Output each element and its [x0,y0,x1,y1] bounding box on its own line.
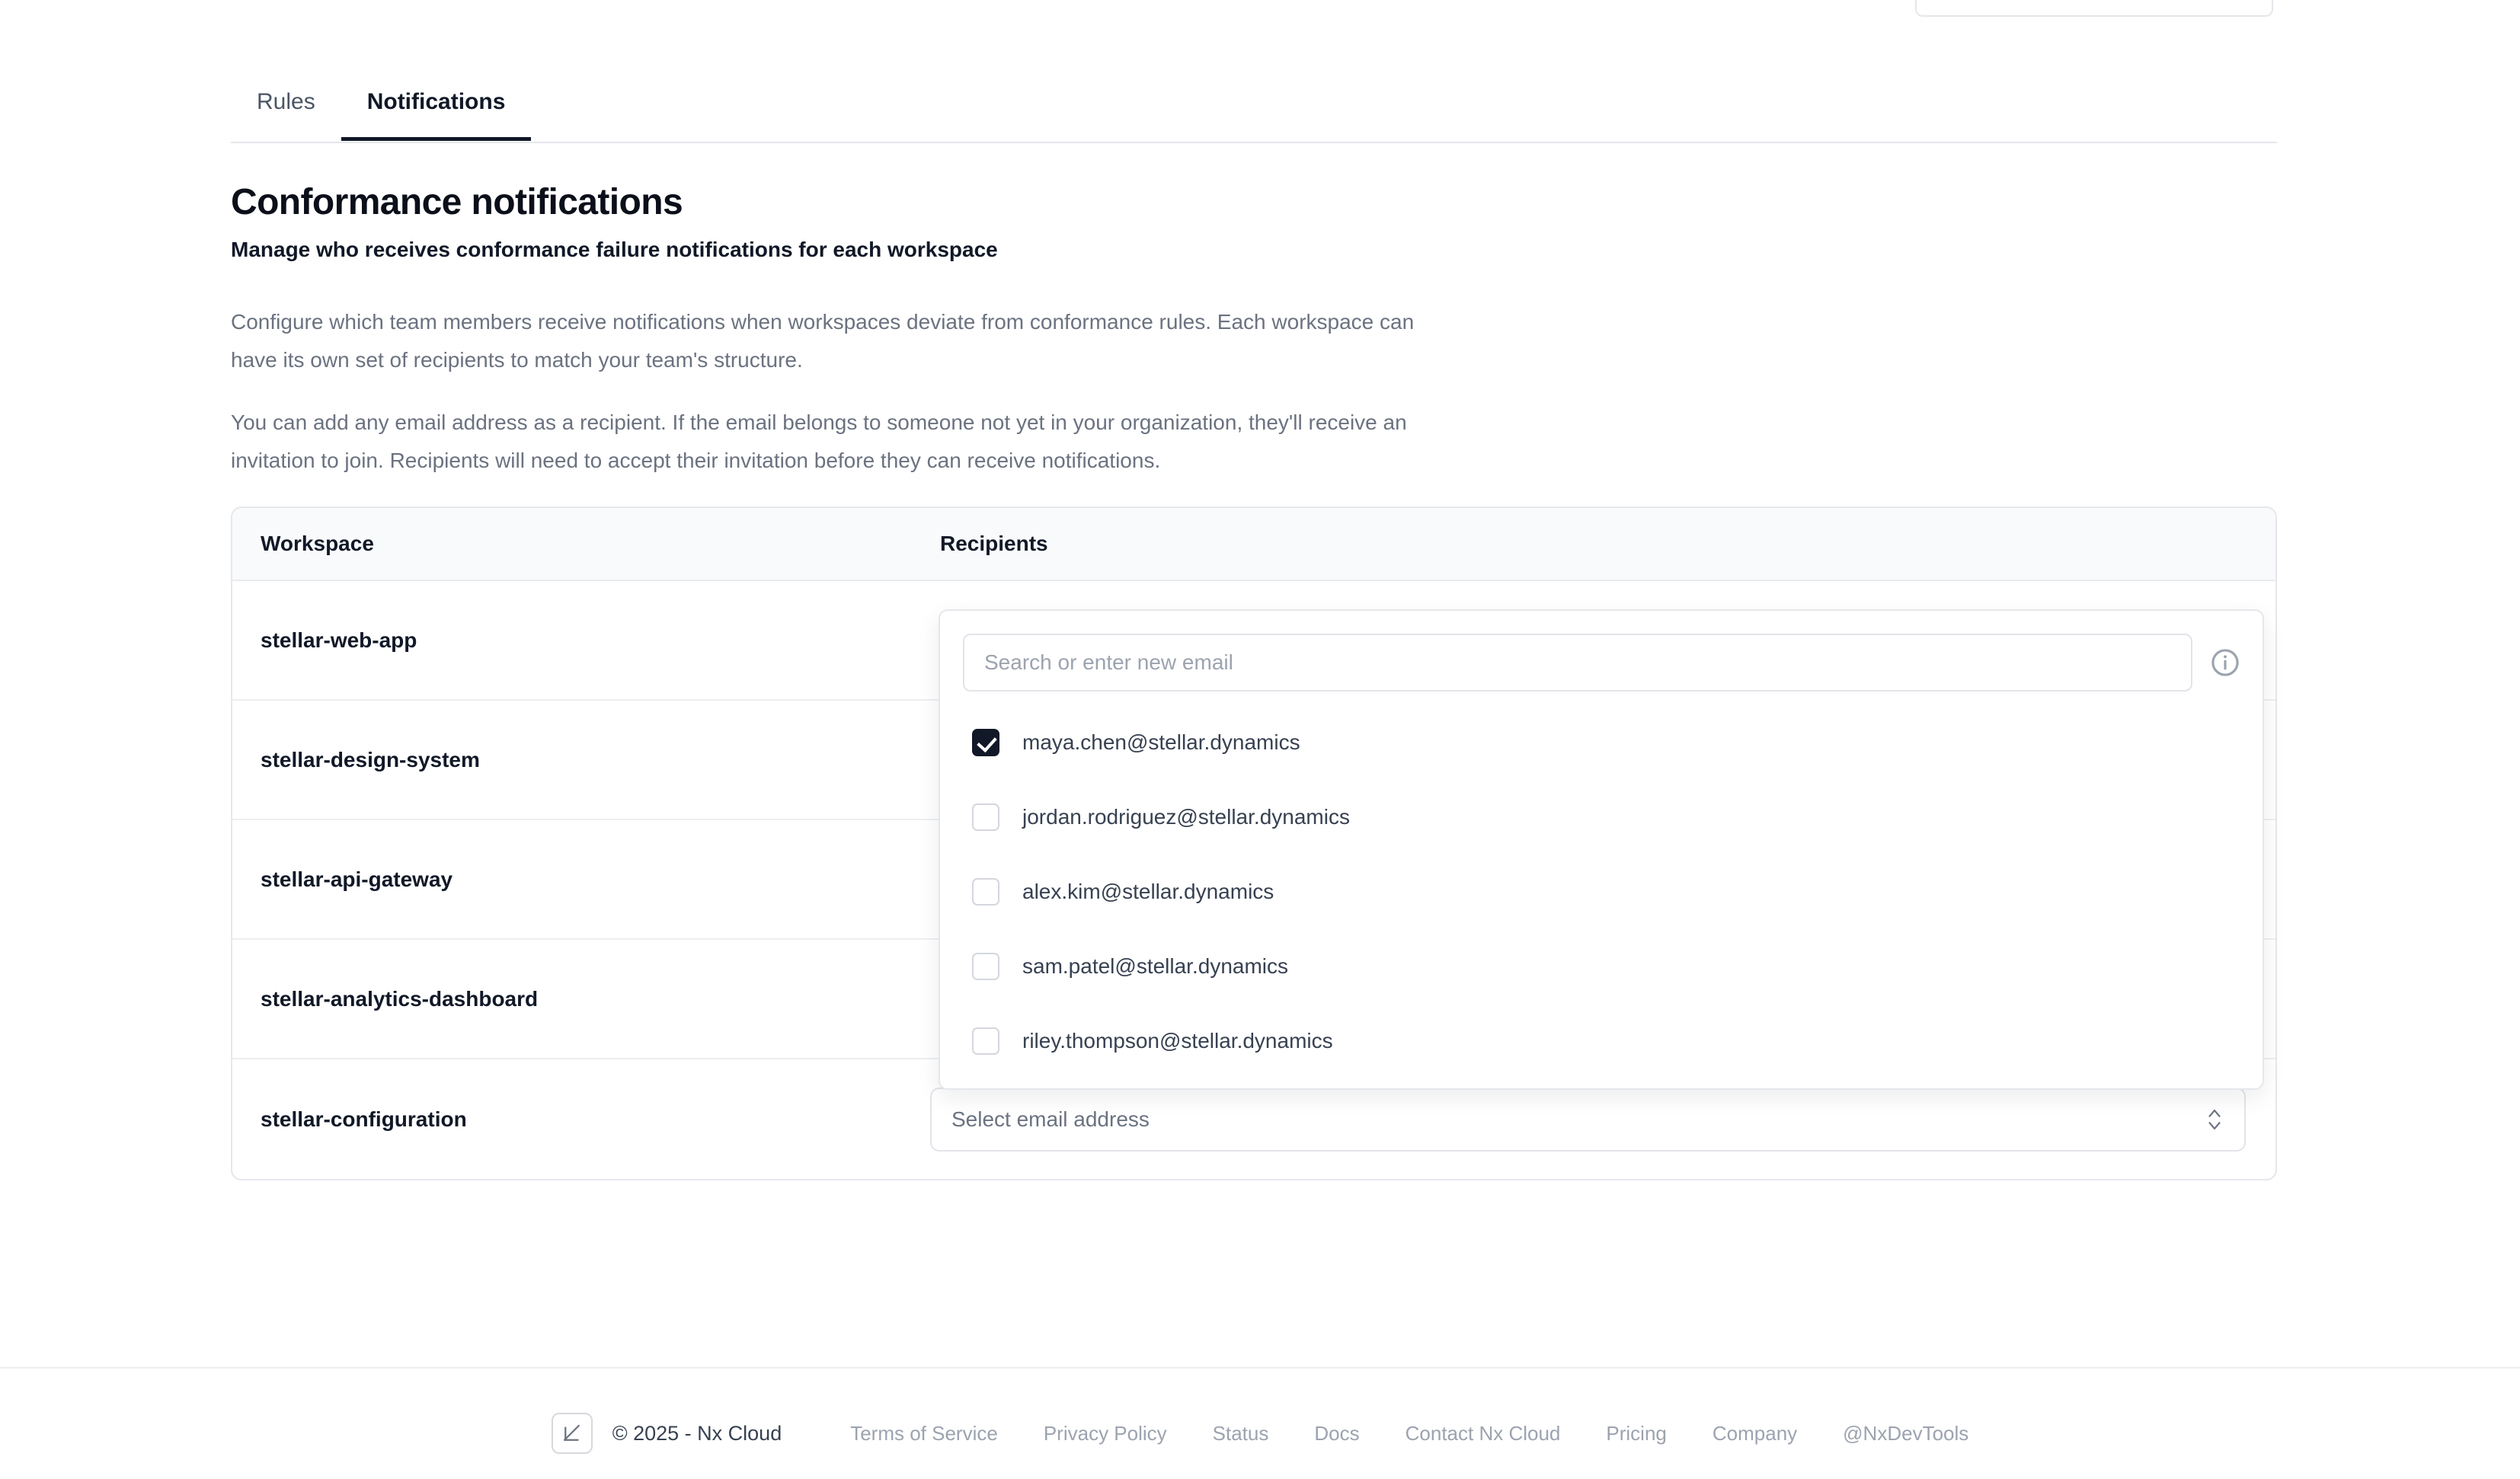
dropdown-option[interactable] [940,780,2263,854]
email-select[interactable] [930,1088,2246,1152]
footer-link-terms[interactable]: Terms of Service [850,1421,998,1445]
workspace-name: stellar-analytics-dashboard [261,986,539,1011]
nx-logo-icon [552,1413,593,1454]
workspace-name: stellar-configuration [261,1107,467,1131]
footer-link-twitter[interactable]: @NxDevTools [1843,1421,1969,1445]
checkbox-icon[interactable] [972,803,999,831]
column-header-recipients: Recipients [940,532,1048,555]
dropdown-option[interactable] [940,705,2263,780]
footer-copyright: © 2025 - Nx Cloud [612,1421,782,1445]
tab-bar [231,82,2277,143]
footer-divider [0,1367,2520,1369]
dropdown-option[interactable] [940,1004,2263,1078]
footer-brand [552,1413,782,1454]
dropdown-option-label: maya.chen@stellar.dynamics [1022,730,1300,754]
search-field-wrapper[interactable] [963,634,2192,692]
footer-links [850,1422,1968,1445]
dropdown-option[interactable] [940,929,2263,1004]
checkbox-checked-icon[interactable] [972,729,999,756]
chevron-up-down-icon [2205,1105,2224,1134]
footer [0,1413,2520,1454]
dropdown-option-label: sam.patel@stellar.dynamics [1022,954,1289,978]
footer-link-contact[interactable]: Contact Nx Cloud [1405,1421,1561,1445]
footer-link-docs[interactable]: Docs [1314,1421,1360,1445]
dropdown-option-list [940,692,2263,1086]
description-paragraph-1: Configure which team members receive notifications when workspaces deviate from conformance rules. Each workspace can have its own set of recipients to match your team's structure. [231,310,1415,372]
dropdown-option-label: riley.thompson@stellar.dynamics [1022,1029,1333,1053]
checkbox-icon[interactable] [972,1027,999,1055]
footer-link-privacy[interactable]: Privacy Policy [1043,1421,1167,1445]
checkbox-icon[interactable] [972,953,999,980]
email-dropdown-panel [939,609,2264,1090]
page-title: Conformance notifications [231,182,683,222]
page-subtitle: Manage who receives conformance failure notifications for each workspace [231,238,998,261]
footer-link-company[interactable]: Company [1712,1421,1798,1445]
dropdown-option-label: jordan.rodriguez@stellar.dynamics [1022,805,1350,829]
footer-link-pricing[interactable]: Pricing [1606,1421,1667,1445]
footer-link-status[interactable]: Status [1212,1421,1269,1445]
info-icon[interactable] [2209,647,2241,679]
dropdown-option-label: alex.kim@stellar.dynamics [1022,880,1274,903]
dropdown-search-row [940,611,2263,692]
search-input[interactable] [983,650,2173,676]
checkbox-icon[interactable] [972,878,999,906]
email-select-placeholder: Select email address [951,1107,1150,1131]
workspace-name: stellar-web-app [261,628,417,652]
dropdown-option[interactable] [940,854,2263,929]
workspace-name: stellar-api-gateway [261,867,453,891]
description-paragraph-2: You can add any email address as a recipient. If the email belongs to someone not yet in your organization, they'll receive an invitation to join. Recipients will need to accept their invitation before they can receive notifications. [231,410,1407,472]
table-header-row [232,508,2275,581]
workspace-name: stellar-design-system [261,747,480,771]
tab-notifications[interactable]: Notifications [341,82,532,141]
tab-rules[interactable]: Rules [257,89,315,114]
column-header-workspace: Workspace [261,532,374,555]
